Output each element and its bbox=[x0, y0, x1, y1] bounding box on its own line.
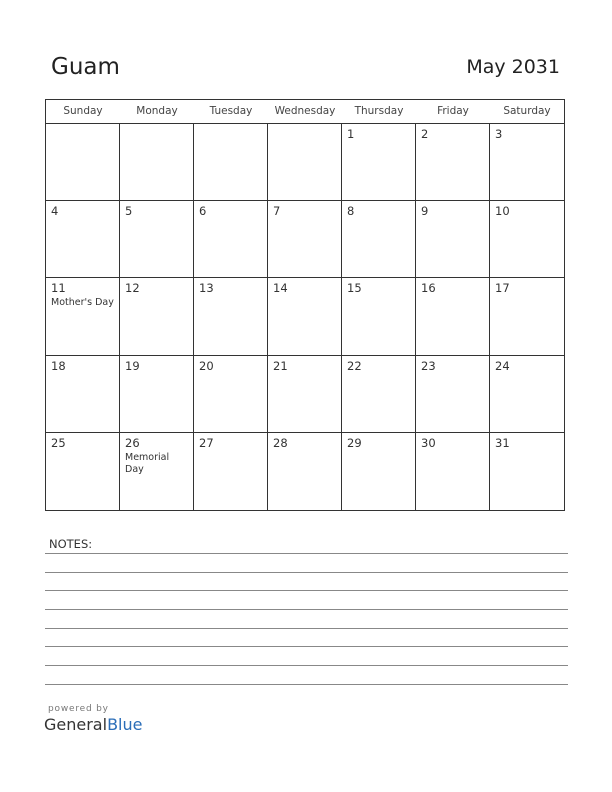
day-cell bbox=[342, 433, 416, 510]
day-cell bbox=[46, 356, 120, 433]
day-number: 8 bbox=[347, 204, 355, 219]
day-cell bbox=[342, 356, 416, 433]
weekday-friday: Friday bbox=[437, 105, 469, 117]
day-cell bbox=[46, 124, 120, 201]
day-cell bbox=[268, 278, 342, 355]
calendar-days bbox=[46, 124, 564, 510]
logo-general: General bbox=[44, 715, 108, 734]
calendar-grid bbox=[45, 99, 565, 511]
day-cell bbox=[268, 124, 342, 201]
notes-line bbox=[45, 553, 568, 554]
day-number: 29 bbox=[347, 435, 362, 450]
day-cell bbox=[416, 278, 490, 355]
day-number: 3 bbox=[495, 127, 503, 141]
day-number: 11 bbox=[51, 281, 66, 296]
day-number: 9 bbox=[421, 204, 429, 219]
day-number: 22 bbox=[347, 358, 362, 373]
holiday-label: Mother's Day bbox=[51, 297, 114, 309]
day-cell bbox=[194, 278, 268, 355]
logo-blue: Blue bbox=[107, 715, 143, 734]
day-number: 2 bbox=[421, 127, 429, 141]
weekday-saturday: Saturday bbox=[503, 105, 551, 117]
notes-line bbox=[45, 684, 568, 685]
day-cell bbox=[490, 124, 564, 201]
day-cell bbox=[416, 124, 490, 201]
day-number: 5 bbox=[125, 204, 133, 219]
day-number: 19 bbox=[125, 358, 140, 373]
day-cell bbox=[194, 201, 268, 278]
day-number: 25 bbox=[51, 435, 66, 450]
day-number: 4 bbox=[51, 204, 59, 219]
day-number: 28 bbox=[273, 435, 288, 450]
day-number: 31 bbox=[495, 435, 510, 450]
weekday-wednesday: Wednesday bbox=[274, 105, 336, 117]
day-cell bbox=[490, 356, 564, 433]
day-cell bbox=[490, 433, 564, 510]
day-cell bbox=[342, 278, 416, 355]
weekday-header-row bbox=[46, 100, 564, 124]
day-cell bbox=[268, 201, 342, 278]
day-number: 1 bbox=[347, 127, 355, 141]
day-cell bbox=[268, 356, 342, 433]
day-number: 26 bbox=[125, 435, 140, 450]
day-cell bbox=[490, 278, 564, 355]
day-cell bbox=[490, 201, 564, 278]
day-cell bbox=[120, 433, 194, 510]
brand-footer bbox=[44, 704, 142, 734]
day-cell bbox=[120, 356, 194, 433]
day-cell bbox=[120, 201, 194, 278]
notes-line bbox=[45, 628, 568, 629]
day-number: 27 bbox=[199, 435, 214, 450]
day-cell bbox=[268, 433, 342, 510]
day-number: 14 bbox=[273, 281, 288, 296]
day-cell bbox=[120, 124, 194, 201]
calendar-month-title: May 2031 bbox=[466, 56, 560, 78]
calendar-country-title: Guam bbox=[51, 54, 120, 80]
day-number: 12 bbox=[125, 281, 140, 296]
generalblue-logo bbox=[44, 715, 142, 734]
holiday-label: Memorial Day bbox=[125, 451, 170, 475]
day-cell bbox=[342, 124, 416, 201]
day-number: 30 bbox=[421, 435, 436, 450]
day-cell bbox=[416, 433, 490, 510]
weekday-thursday: Thursday bbox=[354, 105, 404, 117]
weekday-monday: Monday bbox=[136, 105, 178, 117]
day-cell bbox=[342, 201, 416, 278]
day-cell bbox=[46, 433, 120, 510]
day-cell bbox=[416, 201, 490, 278]
day-cell bbox=[46, 278, 120, 355]
day-number: 6 bbox=[199, 204, 207, 219]
day-cell bbox=[194, 433, 268, 510]
weekday-sunday: Sunday bbox=[63, 105, 103, 117]
powered-by-text: powered by bbox=[48, 704, 109, 714]
weekday-tuesday: Tuesday bbox=[209, 105, 253, 117]
day-number: 23 bbox=[421, 358, 436, 373]
day-number: 15 bbox=[347, 281, 362, 296]
day-number: 16 bbox=[421, 281, 436, 296]
day-number: 24 bbox=[495, 358, 510, 373]
day-number: 21 bbox=[273, 358, 288, 373]
day-number: 20 bbox=[199, 358, 214, 373]
day-number: 7 bbox=[273, 204, 281, 219]
day-cell bbox=[194, 356, 268, 433]
day-cell bbox=[194, 124, 268, 201]
day-cell bbox=[120, 278, 194, 355]
day-cell bbox=[46, 201, 120, 278]
notes-line bbox=[45, 572, 568, 573]
notes-line bbox=[45, 646, 568, 647]
notes-line bbox=[45, 665, 568, 666]
day-number: 13 bbox=[199, 281, 214, 296]
notes-line bbox=[45, 590, 568, 591]
day-cell bbox=[416, 356, 490, 433]
day-number: 10 bbox=[495, 204, 510, 219]
notes-label: NOTES: bbox=[49, 537, 93, 551]
notes-line bbox=[45, 609, 568, 610]
day-number: 17 bbox=[495, 281, 510, 296]
day-number: 18 bbox=[51, 358, 66, 373]
